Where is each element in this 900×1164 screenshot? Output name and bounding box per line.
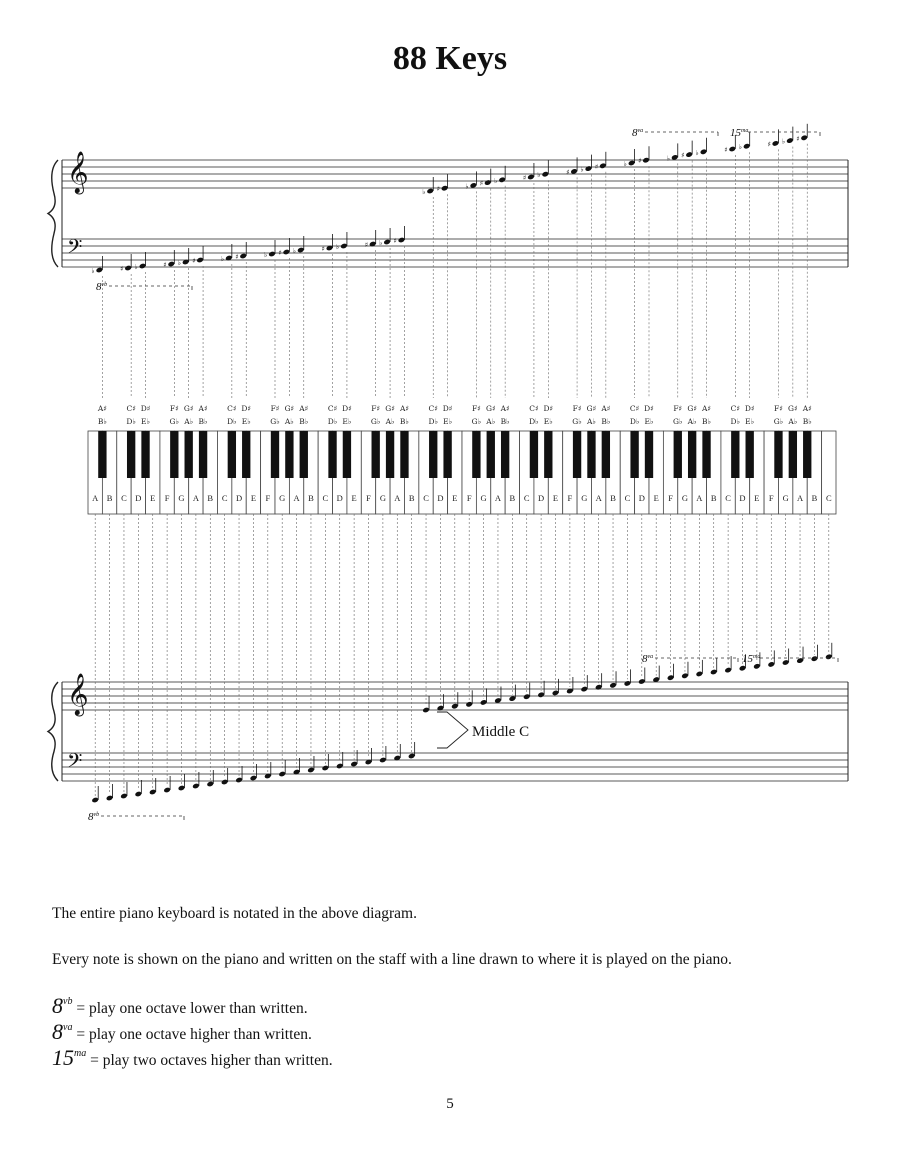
- accidental-mark: ♭: [264, 251, 268, 259]
- black-key-flat-label: D♭: [730, 417, 741, 426]
- white-key-label: D: [235, 493, 243, 503]
- white-key-label: C: [825, 493, 832, 503]
- legend-text: = play two octaves higher than written.: [86, 1052, 333, 1069]
- accidental-mark: ♭: [537, 171, 541, 180]
- page-number: 5: [446, 1096, 454, 1112]
- black-key-flat-label: G♭: [370, 417, 381, 426]
- black-key: [602, 431, 610, 478]
- black-key: [228, 431, 236, 478]
- black-key-sharp-label: C♯: [327, 404, 338, 413]
- black-key-flat-label: D♭: [126, 417, 136, 426]
- white-key-label: G: [581, 493, 588, 503]
- octave-mark-15ma-lower: $15^{ma}$: [742, 653, 761, 665]
- black-key-flat-label: D♭: [529, 417, 539, 426]
- white-key-label: E: [452, 493, 458, 503]
- black-key-flat-label: E♭: [241, 417, 251, 426]
- white-key-label: B: [408, 493, 415, 503]
- legend-15ma: [52, 1045, 333, 1071]
- white-key-label: B: [710, 493, 717, 503]
- black-key-sharp-label: F♯: [169, 404, 179, 413]
- black-key-flat-label: B♭: [500, 417, 510, 426]
- white-key-label: B: [207, 493, 214, 503]
- white-key-label: G: [480, 493, 487, 503]
- black-key-sharp-label: G♯: [284, 404, 295, 413]
- accidental-mark: ♭: [695, 148, 699, 157]
- white-key-label: G: [178, 493, 185, 503]
- accidental-mark: ♯: [235, 253, 239, 261]
- accidental-mark: ♭: [580, 165, 584, 174]
- bass-clef-icon: 𝄢: [67, 235, 83, 264]
- black-key-sharp-label: G♯: [687, 404, 697, 413]
- white-key-label: A: [293, 493, 300, 503]
- black-key-flat-label: A♭: [788, 417, 798, 426]
- black-key: [587, 431, 595, 478]
- white-key-label: F: [768, 493, 774, 503]
- accidental-mark: ♯: [120, 265, 124, 273]
- intro-paragraph: The entire piano keyboard is notated in the above diagram.: [52, 905, 417, 922]
- black-key-flat-label: E♭: [745, 417, 755, 426]
- legend-8vb: [52, 993, 308, 1019]
- black-key-sharp-label: G♯: [788, 404, 798, 413]
- black-key: [731, 431, 739, 478]
- black-key-flat-label: G♭: [673, 417, 683, 426]
- accidental-mark: ♯: [364, 241, 369, 249]
- white-key-label: G: [681, 493, 689, 503]
- black-key: [501, 431, 509, 478]
- piano-keyboard: [88, 404, 836, 514]
- accidental-mark: ♭: [91, 267, 95, 275]
- white-key-label: D: [135, 493, 142, 503]
- accidental-mark: ♭: [494, 176, 498, 185]
- black-key: [386, 431, 394, 478]
- black-key: [674, 431, 682, 478]
- black-key: [141, 431, 149, 478]
- black-key-flat-label: D♭: [428, 417, 439, 426]
- bass-clef-icon: 𝄢: [67, 749, 83, 778]
- black-key-sharp-label: A♯: [198, 404, 208, 413]
- black-key-flat-label: D♭: [327, 417, 338, 426]
- page-title: 88 Keys: [392, 40, 508, 77]
- black-key-flat-label: D♭: [629, 417, 640, 426]
- black-key-sharp-label: G♯: [586, 404, 597, 413]
- black-key: [343, 431, 351, 478]
- black-key-sharp-label: A♯: [601, 404, 611, 413]
- black-key-sharp-label: F♯: [270, 404, 280, 413]
- white-key-label: A: [796, 493, 804, 503]
- black-key: [688, 431, 696, 478]
- grand-staff-brace: [48, 160, 58, 267]
- middle-c-label: Middle C: [472, 724, 530, 740]
- black-key-sharp-label: F♯: [371, 404, 381, 413]
- white-key-label: C: [624, 493, 631, 503]
- white-key-label: C: [423, 493, 429, 503]
- accidental-mark: ♯: [163, 261, 167, 269]
- legend-superscript: vb: [63, 996, 73, 1007]
- white-key-label: A: [192, 493, 199, 503]
- middle-c-bracket: [437, 712, 468, 748]
- accidental-mark: ♯: [638, 157, 642, 166]
- black-key-flat-label: G♭: [270, 417, 280, 426]
- accidental-mark: ♭: [465, 182, 469, 191]
- black-key-flat-label: B♭: [702, 417, 712, 426]
- black-key: [789, 431, 797, 478]
- treble-clef-icon: 𝄞: [67, 149, 89, 193]
- black-key: [774, 431, 782, 478]
- grand-staff-brace: [48, 682, 58, 781]
- legend-symbol: 15: [52, 1045, 74, 1070]
- legend-superscript: ma: [74, 1048, 87, 1059]
- black-key: [702, 431, 710, 478]
- black-key: [746, 431, 754, 478]
- white-key-label: D: [538, 493, 545, 503]
- black-key-flat-label: B♭: [198, 417, 208, 426]
- white-key-label: C: [221, 493, 228, 503]
- white-key-label: D: [638, 493, 645, 503]
- black-key-flat-label: G♭: [471, 417, 482, 426]
- accidental-mark: ♯: [767, 140, 771, 149]
- legend-8va: [52, 1019, 312, 1045]
- black-key: [300, 431, 308, 478]
- black-key-flat-label: B♭: [399, 417, 409, 426]
- white-key-label: A: [394, 493, 401, 503]
- black-key: [472, 431, 480, 478]
- accidental-mark: ♭: [738, 143, 743, 152]
- black-key: [630, 431, 638, 478]
- white-key-label: A: [494, 493, 502, 503]
- black-key-sharp-label: A♯: [500, 404, 510, 413]
- black-key: [372, 431, 380, 478]
- black-key-flat-label: E♭: [342, 417, 352, 426]
- black-key: [400, 431, 408, 478]
- white-key-label: E: [653, 493, 659, 503]
- accidental-mark: ♭: [292, 247, 297, 255]
- black-key: [487, 431, 495, 478]
- white-key-label: G: [279, 493, 286, 503]
- white-key-label: B: [610, 493, 616, 503]
- black-key: [645, 431, 653, 478]
- accidental-mark: ♯: [681, 151, 685, 160]
- black-key-sharp-label: D♯: [744, 404, 755, 413]
- black-key-sharp-label: C♯: [730, 404, 740, 413]
- black-key-flat-label: B♭: [97, 417, 107, 426]
- black-key-flat-label: B♭: [601, 417, 611, 426]
- white-key-label: E: [351, 493, 357, 503]
- accidental-mark: ♭: [379, 239, 383, 247]
- black-key: [185, 431, 193, 478]
- black-key: [271, 431, 279, 478]
- octave-mark-15ma-upper: $15^{ma}$: [730, 127, 749, 139]
- black-key: [530, 431, 538, 478]
- black-key-sharp-label: C♯: [529, 404, 539, 413]
- black-key-flat-label: E♭: [644, 417, 654, 426]
- black-key-sharp-label: C♯: [428, 404, 438, 413]
- white-key-label: D: [336, 493, 343, 503]
- white-key-label: A: [92, 493, 99, 503]
- accidental-mark: ♯: [566, 168, 570, 177]
- white-key-label: F: [466, 493, 472, 503]
- white-key-label: G: [782, 493, 789, 503]
- white-key-label: C: [121, 493, 127, 503]
- black-key-flat-label: G♭: [572, 417, 582, 426]
- black-key-sharp-label: D♯: [543, 404, 554, 413]
- black-key-sharp-label: A♯: [299, 404, 309, 413]
- accidental-mark: ♭: [177, 259, 182, 267]
- black-key: [285, 431, 293, 478]
- legend-symbol: 8: [52, 993, 63, 1018]
- accidental-mark: ♭: [335, 243, 340, 251]
- white-key-label: F: [668, 493, 673, 503]
- black-key-sharp-label: C♯: [126, 404, 136, 413]
- black-key-flat-label: E♭: [543, 417, 553, 426]
- black-key-flat-label: A♭: [687, 417, 697, 426]
- black-key-sharp-label: A♯: [399, 404, 409, 413]
- black-key-sharp-label: A♯: [97, 404, 107, 413]
- white-key-label: C: [725, 493, 731, 503]
- white-key-label: E: [150, 493, 156, 503]
- black-key-sharp-label: D♯: [140, 404, 151, 413]
- accidental-mark: ♭: [422, 188, 426, 196]
- white-key-label: F: [265, 493, 271, 503]
- white-key-label: B: [308, 493, 314, 503]
- white-key-label: G: [379, 493, 386, 503]
- black-key-flat-label: A♭: [486, 417, 496, 426]
- octave-mark-8vb-upper: $8^{vb}$: [96, 281, 108, 293]
- white-key-label: C: [523, 493, 530, 503]
- octave-mark-8va-upper: $8^{va}$: [632, 127, 644, 139]
- black-key: [242, 431, 250, 478]
- black-key: [328, 431, 336, 478]
- explanation-paragraph: Every note is shown on the piano and written on the staff with a line drawn to where it is played on the piano.: [52, 951, 732, 968]
- black-key-flat-label: B♭: [802, 417, 812, 426]
- black-key: [199, 431, 207, 478]
- black-key-sharp-label: C♯: [227, 404, 237, 413]
- top-staff-treble: [62, 160, 848, 191]
- white-key-label: B: [106, 493, 113, 503]
- black-key-sharp-label: D♯: [644, 404, 654, 413]
- black-key-sharp-label: C♯: [629, 404, 640, 413]
- black-key-sharp-label: F♯: [572, 404, 582, 413]
- black-key-flat-label: A♭: [184, 417, 194, 426]
- accidental-mark: ♭: [220, 255, 225, 263]
- black-key-sharp-label: F♯: [471, 404, 481, 413]
- accidental-mark: ♭: [134, 263, 138, 271]
- octave-mark-8vb-lower: $8^{vb}$: [88, 811, 100, 823]
- accidental-mark: ♯: [436, 185, 441, 194]
- accidental-mark: ♯: [724, 146, 728, 154]
- legend-superscript: va: [63, 1022, 73, 1033]
- white-key-label: A: [595, 493, 602, 503]
- white-key-label: A: [696, 493, 703, 503]
- accidental-mark: ♭: [623, 160, 627, 168]
- white-key-label: F: [164, 493, 170, 503]
- accidental-mark: ♯: [796, 134, 800, 143]
- black-key-flat-label: G♭: [169, 417, 180, 426]
- black-key-flat-label: A♭: [385, 417, 395, 426]
- octave-mark-8va-lower: $8^{va}$: [642, 653, 654, 665]
- black-key: [573, 431, 581, 478]
- accidental-mark: ♯: [594, 162, 599, 171]
- accidental-mark: ♯: [479, 179, 484, 188]
- white-key-label: F: [366, 493, 371, 503]
- black-key-flat-label: A♭: [284, 417, 294, 426]
- black-key-flat-label: E♭: [443, 417, 453, 426]
- black-key-sharp-label: A♯: [702, 404, 712, 413]
- accidental-mark: ♯: [393, 237, 397, 245]
- black-key-flat-label: B♭: [299, 417, 309, 426]
- bottom-staff-bass: [62, 753, 848, 781]
- white-key-label: B: [811, 493, 818, 503]
- legend-text: = play one octave higher than written.: [72, 1026, 312, 1043]
- black-key-sharp-label: G♯: [485, 404, 496, 413]
- black-key-sharp-label: D♯: [342, 404, 352, 413]
- black-key: [98, 431, 106, 478]
- white-key-label: D: [437, 493, 444, 503]
- legend-symbol: 8: [52, 1019, 63, 1044]
- black-key: [127, 431, 135, 478]
- accidental-mark: ♯: [522, 174, 527, 182]
- black-key-flat-label: E♭: [141, 417, 151, 426]
- treble-clef-icon: 𝄞: [67, 671, 89, 715]
- accidental-mark: ♯: [321, 245, 325, 253]
- black-key-sharp-label: F♯: [673, 404, 683, 413]
- accidental-mark: ♯: [192, 257, 196, 265]
- black-key-sharp-label: A♯: [802, 404, 812, 413]
- black-key: [803, 431, 811, 478]
- white-key-label: E: [552, 493, 559, 503]
- accidental-mark: ♯: [278, 249, 282, 257]
- black-key-flat-label: G♭: [773, 417, 784, 426]
- accidental-mark: ♭: [781, 137, 786, 146]
- black-key: [443, 431, 451, 478]
- black-key-sharp-label: G♯: [183, 404, 194, 413]
- white-key-label: D: [739, 493, 746, 503]
- white-key-label: E: [250, 493, 257, 503]
- black-key: [544, 431, 552, 478]
- white-key-label: C: [322, 493, 329, 503]
- black-key-sharp-label: F♯: [774, 404, 783, 413]
- white-key-label: F: [567, 493, 573, 503]
- black-key-sharp-label: G♯: [385, 404, 395, 413]
- black-key-sharp-label: D♯: [442, 404, 453, 413]
- white-key-label: B: [509, 493, 516, 503]
- black-key: [170, 431, 178, 478]
- black-key-sharp-label: D♯: [241, 404, 252, 413]
- legend-text: = play one octave lower than written.: [72, 1000, 308, 1017]
- accidental-mark: ♭: [666, 154, 671, 163]
- black-key: [429, 431, 437, 478]
- black-key-flat-label: D♭: [227, 417, 237, 426]
- white-key-label: E: [754, 493, 760, 503]
- black-key-flat-label: A♭: [586, 417, 596, 426]
